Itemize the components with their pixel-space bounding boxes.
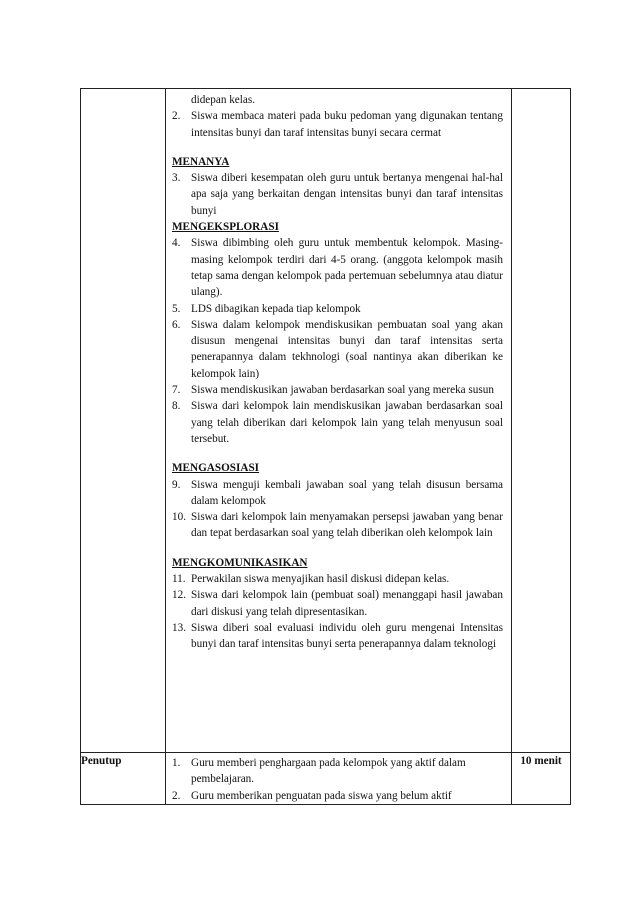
time-cell-empty bbox=[512, 89, 571, 753]
list-item: 2. Guru memberikan penguatan pada siswa yang belum aktif bbox=[172, 789, 452, 802]
heading-mengkomunikasikan: MENGKOMUNIKASIKAN bbox=[172, 556, 308, 569]
heading-menanya: MENANYA bbox=[172, 155, 230, 168]
list-item: 2. Siswa membaca materi pada buku pedoman yang digunakan tentang intensitas bunyi dan taraf intensitas bunyi secara cermat bbox=[172, 110, 503, 139]
continued-text: didepan kelas. bbox=[191, 94, 255, 106]
list-item: 11. Perwakilan siswa menyajikan hasil diskusi didepan kelas. bbox=[172, 573, 450, 586]
phase-label: Penutup bbox=[81, 753, 166, 805]
penutup-activity-cell bbox=[166, 753, 512, 805]
heading-mengeksplorasi: MENGEKSPLORASI bbox=[172, 221, 279, 234]
list-item: 4. Siswa dibimbing oleh guru untuk membentuk kelompok. Masing-masing kelompok terdiri dari 4-5 orang. (anggota kelompok masih tetap sama dengan kelompok pada pertemuan sebelumnya atau diatur ulang). bbox=[172, 237, 503, 299]
list-item: 8. Siswa dari kelompok lain mendiskusikan jawaban berdasarkan soal yang telah diberikan dari kelompok lain yang telah menyusun soal tersebut. bbox=[172, 400, 503, 445]
lesson-activity-table bbox=[80, 88, 571, 805]
list-item: 7. Siswa mendiskusikan jawaban berdasarkan soal yang mereka susun bbox=[172, 384, 494, 397]
list-item: 3. Siswa diberi kesempatan oleh guru untuk bertanya mengenai hal-hal apa saja yang berkaitan dengan intensitas bunyi dan taraf intensitas bunyi bbox=[172, 172, 503, 217]
phase-cell-empty bbox=[81, 89, 166, 753]
list-item: 10. Siswa dari kelompok lain menyamakan persepsi jawaban yang benar dan tepat berdasarkan soal yang telah diberikan oleh kelompok lain bbox=[172, 511, 503, 540]
list-item: 1. Guru memberi penghargaan pada kelompok yang aktif dalam pembelajaran. bbox=[172, 757, 466, 786]
activity-cell bbox=[166, 89, 512, 753]
time-label: 10 menit bbox=[512, 753, 571, 805]
list-item: 9. Siswa menguji kembali jawaban soal yang telah disusun bersama dalam kelompok bbox=[172, 478, 503, 507]
core-activity-row bbox=[81, 89, 571, 753]
penutup-row bbox=[81, 753, 571, 805]
continued-item bbox=[172, 92, 505, 108]
list-item: 13. Siswa diberi soal evaluasi individu oleh guru mengenai Intensitas bunyi dan taraf intensitas bunyi serta penerapannya dalam teknologi bbox=[172, 621, 503, 651]
list-item: 12. Siswa dari kelompok lain (pembuat soal) menanggapi hasil jawaban dari diskusi yang telah dipresentasikan. bbox=[172, 589, 503, 618]
list-item: 5. LDS dibagikan kepada tiap kelompok bbox=[172, 302, 361, 315]
heading-mengasosiasi: MENGASOSIASI bbox=[172, 462, 260, 475]
list-item: 6. Siswa dalam kelompok mendiskusikan pembuatan soal yang akan disusun mengenai intensitas bunyi dan taraf intensitas serta penerapannya dalam tekhnologi (soal nantinya akan diberikan ke kelompok lain) bbox=[172, 318, 503, 380]
